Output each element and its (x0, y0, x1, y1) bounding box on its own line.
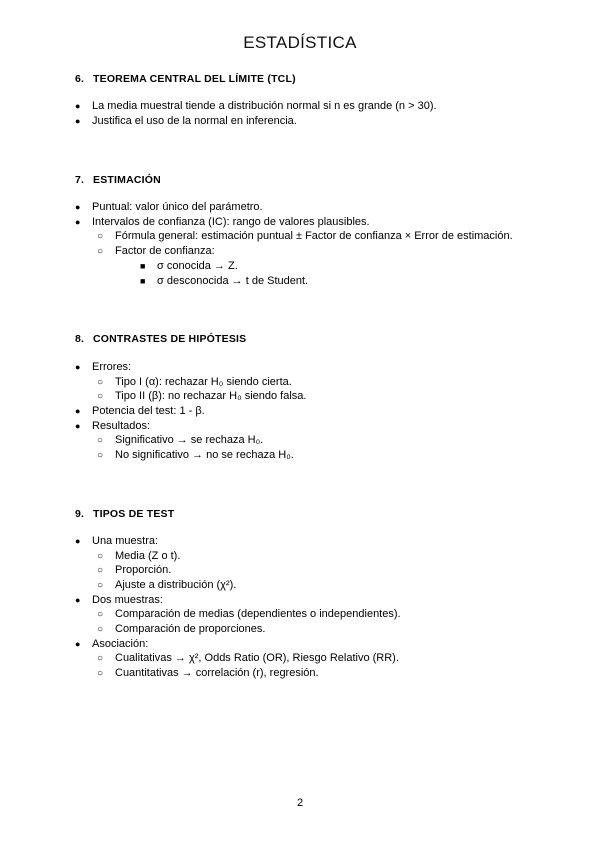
square-bullet-icon: ■ (140, 276, 146, 286)
list-item (75, 200, 263, 214)
list-item-text: No significativo → no se rechaza H₀. (115, 449, 294, 461)
list-item-text: σ desconocida → t de Student. (157, 275, 309, 287)
list-item-text: Media (Z o t). (115, 550, 181, 562)
list-item-text: Puntual: valor único del parámetro. (92, 201, 263, 213)
page-number: 2 (296, 797, 304, 809)
section-heading (75, 508, 174, 520)
list-item-text: Dos muestras: (92, 594, 163, 606)
list-item (75, 99, 437, 113)
circle-bullet-icon: ○ (97, 551, 104, 562)
list-item-text: Tipo II (β): no rechazar H₀ siendo falsa. (115, 390, 307, 402)
list-item-text: Intervalos de confianza (IC): rango de valores plausibles. (92, 216, 370, 228)
circle-bullet-icon: ○ (97, 391, 104, 402)
circle-bullet-icon: ○ (97, 435, 104, 446)
list-item-text: Una muestra: (92, 535, 159, 547)
bullet-icon: ● (75, 101, 81, 111)
square-bullet-icon: ■ (140, 261, 146, 271)
bullet-icon: ● (75, 116, 81, 126)
list-item-text: La media muestral tiende a distribución normal si n es grande (n > 30). (92, 100, 437, 112)
circle-bullet-icon: ○ (97, 450, 104, 461)
section-number: 9. (75, 508, 85, 520)
list-item (75, 215, 370, 229)
list-item-text: σ conocida → Z. (157, 260, 238, 272)
bullet-icon: ● (75, 202, 81, 212)
circle-bullet-icon: ○ (97, 231, 104, 242)
list-item-text: Fórmula general: estimación puntual ± Factor de confianza × Error de estimación. (115, 230, 513, 242)
list-item-text: Comparación de medias (dependientes o independientes). (115, 608, 401, 620)
list-item-text: Ajuste a distribución (χ²). (115, 579, 237, 591)
list-item-text: Resultados: (92, 420, 151, 432)
list-item (97, 448, 294, 463)
list-item (140, 259, 238, 273)
circle-bullet-icon: ○ (97, 377, 104, 388)
section-number: 8. (75, 333, 85, 345)
list-item (75, 114, 297, 128)
circle-bullet-icon: ○ (97, 653, 104, 664)
section-title: TEOREMA CENTRAL DEL LÍMITE (TCL) (93, 73, 296, 85)
list-item (97, 622, 265, 637)
list-item (97, 389, 306, 404)
list-item (75, 593, 163, 607)
page-title: ESTADÍSTICA (243, 33, 357, 52)
circle-bullet-icon: ○ (97, 668, 104, 679)
list-item (75, 360, 131, 374)
bullet-icon: ● (75, 362, 81, 372)
list-item (97, 651, 399, 666)
bullet-icon: ● (75, 406, 81, 416)
list-item (75, 404, 205, 418)
list-item (97, 229, 513, 244)
list-item-text: Comparación de proporciones. (115, 623, 266, 635)
section-heading (75, 174, 161, 186)
list-item (75, 534, 158, 548)
list-item (97, 375, 292, 390)
bullet-icon: ● (75, 639, 81, 649)
list-item-text: Tipo I (α): rechazar H₀ siendo cierta. (115, 376, 292, 388)
section-title: TIPOS DE TEST (93, 508, 175, 520)
section-number: 7. (75, 174, 85, 186)
section-number: 6. (75, 73, 85, 85)
circle-bullet-icon: ○ (97, 624, 104, 635)
section-title: ESTIMACIÓN (93, 174, 161, 186)
bullet-icon: ● (75, 536, 81, 546)
list-item (97, 549, 180, 564)
list-item (97, 433, 263, 448)
circle-bullet-icon: ○ (97, 246, 104, 257)
list-item (97, 607, 401, 622)
section-heading (75, 73, 296, 85)
list-item (97, 244, 215, 259)
section-title: CONTRASTES DE HIPÓTESIS (93, 333, 247, 345)
section-heading (75, 333, 246, 345)
list-item (97, 666, 319, 681)
list-item (97, 578, 236, 593)
bullet-icon: ● (75, 217, 81, 227)
circle-bullet-icon: ○ (97, 565, 104, 576)
list-item-text: Proporción. (115, 564, 172, 576)
list-item-text: Significativo → se rechaza H₀. (115, 434, 264, 446)
list-item (97, 563, 171, 578)
list-item-text: Cuantitativas → correlación (r), regresión. (115, 667, 319, 679)
list-item (75, 637, 148, 651)
bullet-icon: ● (75, 595, 81, 605)
list-item-text: Factor de confianza: (115, 245, 215, 257)
list-item-text: Errores: (92, 361, 132, 373)
circle-bullet-icon: ○ (97, 609, 104, 620)
circle-bullet-icon: ○ (97, 580, 104, 591)
list-item-text: Asociación: (92, 638, 149, 650)
list-item-text: Cualitativas → χ², Odds Ratio (OR), Riesgo Relativo (RR). (115, 652, 399, 664)
bullet-icon: ● (75, 421, 81, 431)
list-item-text: Justifica el uso de la normal en inferencia. (92, 115, 297, 127)
list-item-text: Potencia del test: 1 - β. (92, 405, 205, 417)
list-item (75, 419, 150, 433)
list-item (140, 274, 308, 288)
